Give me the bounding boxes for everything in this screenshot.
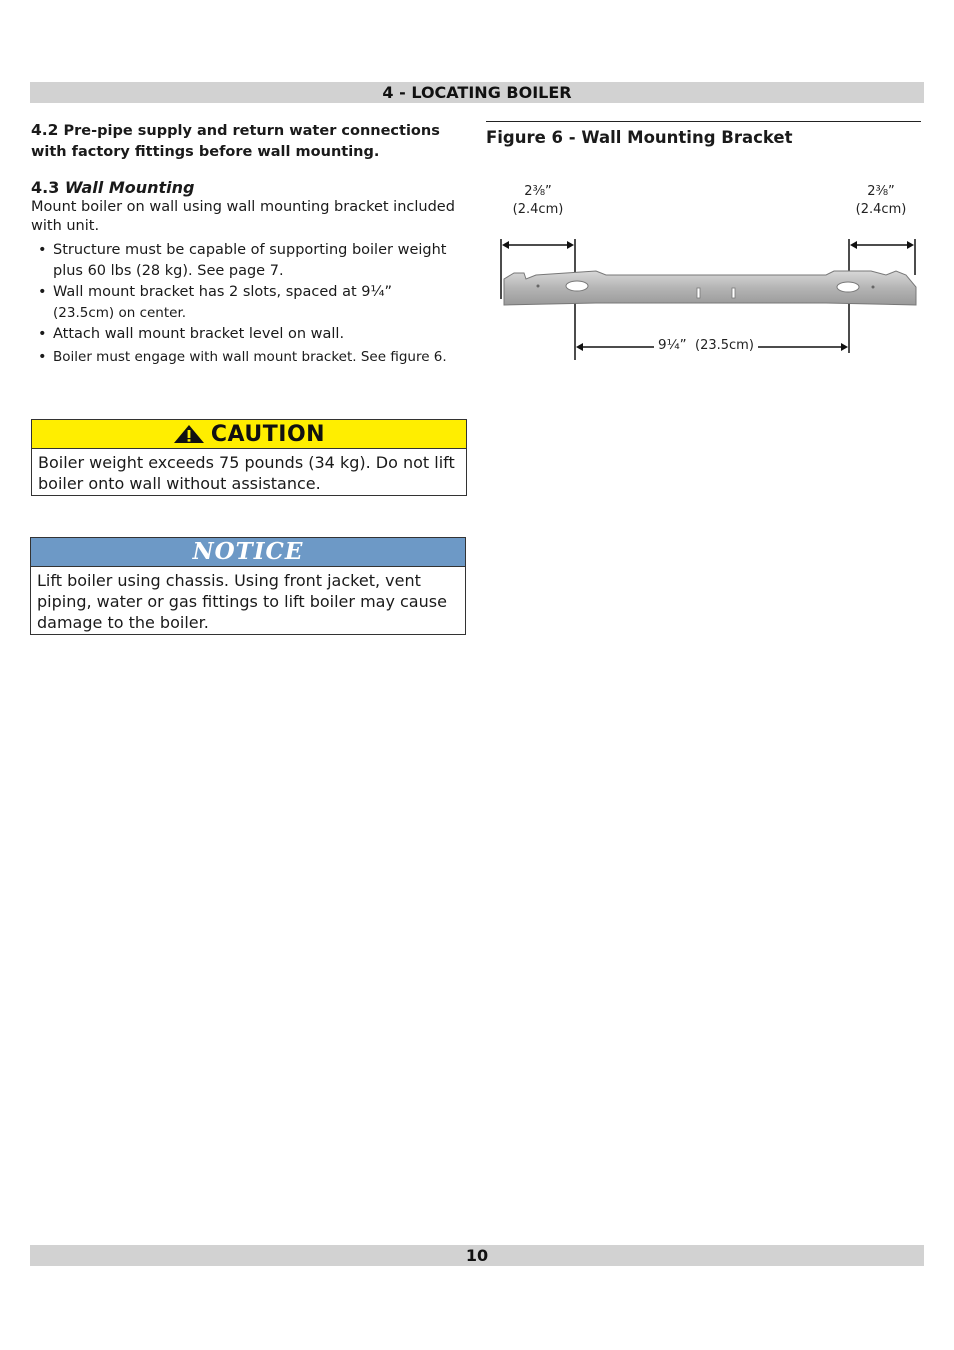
figure-top-rule: [486, 121, 921, 122]
page-number: 10: [465, 1246, 489, 1265]
right-dim-cm: (2.4cm): [855, 202, 907, 217]
notice-box: [30, 537, 466, 635]
left-dim-cm: (2.4cm): [512, 202, 564, 217]
center-dim-cm: (23.5cm): [695, 338, 754, 353]
caution-label: CAUTION: [210, 421, 326, 447]
wall-mounting-bracket-figure: [486, 175, 924, 360]
caution-text: Boiler weight exceeds 75 pounds (34 kg). Do not lift boiler onto wall without assistance.: [38, 453, 455, 493]
left-dim-inches: 2⅜”: [524, 184, 552, 199]
bullet-level: • Attach wall mount bracket level on wall.: [31, 324, 471, 345]
section-header-title: 4 - LOCATING BOILER: [382, 83, 572, 102]
wall-mounting-bullet-list: [31, 240, 471, 368]
bullet-slots: • Wall mount bracket has 2 slots, spaced at 9¼” (23.5cm) on center.: [31, 282, 471, 324]
figure-caption: Figure 6 - Wall Mounting Bracket: [486, 128, 793, 147]
section-4-3-intro: Mount boiler on wall using wall mounting bracket included with unit.: [31, 199, 455, 234]
section-header-bar: [30, 82, 924, 103]
notice-header: NOTICE: [31, 538, 465, 567]
bullet-structure: • Structure must be capable of supporting boiler weight plus 60 lbs (28 kg). See page 7.: [31, 240, 471, 282]
caution-box: [31, 419, 467, 496]
section-4-3-number: 4.3: [31, 178, 60, 197]
bullet-engage: • Boiler must engage with wall mount bracket. See figure 6.: [31, 347, 471, 368]
page-footer-bar: [30, 1245, 924, 1266]
notice-text: Lift boiler using chassis. Using front jacket, vent piping, water or gas fittings to lift boiler may cause damage to the boiler.: [37, 571, 447, 632]
section-4-3-title: Wall Mounting: [64, 178, 195, 197]
right-dim-inches: 2⅜”: [867, 184, 895, 199]
left-column: [31, 120, 471, 368]
section-4-2-number: 4.2: [31, 121, 59, 139]
warning-triangle-icon: [173, 424, 205, 444]
section-4-2: [31, 120, 471, 163]
section-4-2-text: Pre-pipe supply and return water connections with factory fittings before wall mounting.: [31, 123, 440, 160]
caution-header: [32, 420, 466, 449]
bracket-shape: [504, 271, 916, 305]
center-dim-inches: 9¼”: [658, 337, 687, 353]
section-4-3-heading: [31, 178, 471, 198]
